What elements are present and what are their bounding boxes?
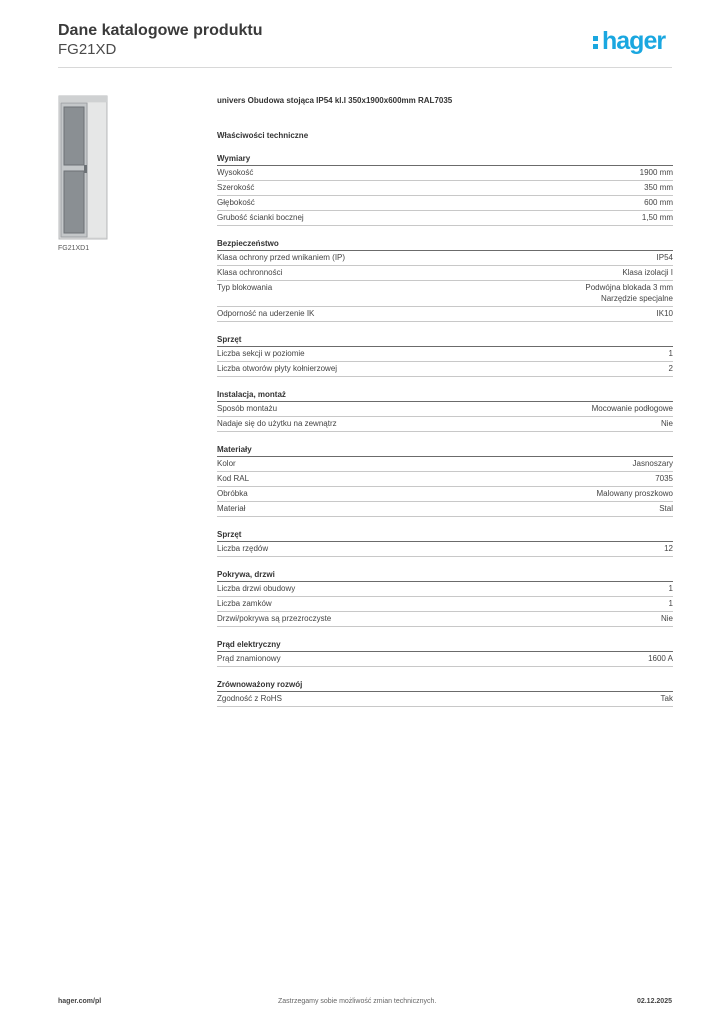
properties-title: Właściwości techniczne	[217, 131, 309, 140]
hager-logo	[592, 26, 665, 56]
logo-text: hager	[602, 27, 666, 55]
section-title: Pokrywa, drzwi	[217, 569, 673, 582]
table-row	[217, 457, 673, 472]
section-title: Instalacja, montaż	[217, 389, 673, 402]
row-label: Obróbka	[217, 489, 248, 498]
row-label: Kolor	[217, 459, 236, 468]
row-label: Prąd znamionowy	[217, 654, 281, 663]
row-label: Typ blokowania	[217, 283, 273, 292]
row-value: 600 mm	[644, 198, 673, 207]
section-title: Materiały	[217, 444, 673, 457]
row-label: Liczba otworów płyty kołnierzowej	[217, 364, 338, 373]
row-value: 1	[668, 349, 673, 358]
table-row	[217, 166, 673, 181]
product-description: univers Obudowa stojąca IP54 kl.I 350x1900x600mm RAL7035	[217, 96, 453, 105]
table-row	[217, 196, 673, 211]
row-label: Odporność na uderzenie IK	[217, 309, 315, 318]
table-row	[217, 251, 673, 266]
row-label: Szerokość	[217, 183, 255, 192]
row-value: Stal	[659, 504, 673, 513]
section-title: Sprzęt	[217, 334, 673, 347]
row-label: Sposób montażu	[217, 404, 278, 413]
row-value: 2	[668, 364, 673, 373]
row-label: Drzwi/pokrywa są przezroczyste	[217, 614, 332, 623]
row-value: 1	[668, 584, 673, 593]
footer-date: 02.12.2025	[636, 998, 672, 1005]
table-row	[217, 417, 673, 432]
row-label: Liczba zamków	[217, 599, 272, 608]
section-title: Zrównoważony rozwój	[217, 679, 673, 692]
row-value: 1	[668, 599, 673, 608]
row-label: Głębokość	[217, 198, 255, 207]
section-title: Sprzęt	[217, 529, 673, 542]
row-value: Klasa izolacji I	[622, 268, 673, 277]
row-label: Liczba sekcji w poziomie	[217, 349, 305, 358]
section-materialy	[217, 444, 673, 517]
logo-mark-icon	[592, 30, 600, 52]
row-value: Jasnoszary	[632, 459, 673, 468]
image-caption: FG21XD1	[58, 245, 90, 252]
footer-website-link[interactable]: hager.com/pl	[58, 998, 102, 1005]
table-row	[217, 502, 673, 517]
section-title: Prąd elektryczny	[217, 639, 673, 652]
table-row	[217, 281, 673, 307]
footer-disclaimer: Zastrzegamy sobie możliwość zmian technicznych.	[278, 998, 437, 1005]
section-wymiary	[217, 153, 673, 226]
section-title: Wymiary	[217, 153, 673, 166]
table-row	[217, 652, 673, 667]
header-divider	[58, 67, 672, 68]
row-label: Nadaje się do użytku na zewnątrz	[217, 419, 337, 428]
row-label: Liczba drzwi obudowy	[217, 584, 296, 593]
table-row	[217, 582, 673, 597]
table-row	[217, 487, 673, 502]
table-row	[217, 211, 673, 226]
row-label: Liczba rzędów	[217, 544, 269, 553]
table-row	[217, 472, 673, 487]
row-value: IK10	[656, 309, 673, 318]
document-header	[58, 21, 262, 59]
row-label: Kod RAL	[217, 474, 250, 483]
table-row	[217, 266, 673, 281]
section-prad-elektryczny	[217, 639, 673, 667]
page-title: Dane katalogowe produktu	[58, 22, 263, 39]
row-label: Wysokość	[217, 168, 254, 177]
row-value: Tak	[660, 694, 673, 703]
table-row	[217, 307, 673, 322]
row-value: Nie	[660, 419, 673, 428]
row-value: 12	[664, 544, 673, 553]
row-value: 1600 A	[648, 654, 673, 663]
product-code: FG21XD	[58, 41, 117, 58]
row-value: Podwójna blokada 3 mm Narzędzie specjalne	[585, 283, 673, 303]
table-row	[217, 347, 673, 362]
section-instalacja	[217, 389, 673, 432]
table-row	[217, 612, 673, 627]
row-label: Grubość ścianki bocznej	[217, 213, 304, 222]
row-value: 350 mm	[644, 183, 673, 192]
row-value: Mocowanie podłogowe	[591, 404, 673, 413]
table-row	[217, 181, 673, 196]
row-label: Klasa ochronności	[217, 268, 283, 277]
row-value: IP54	[656, 253, 673, 262]
table-row	[217, 692, 673, 707]
section-zrownowazony-rozwoj	[217, 679, 673, 707]
section-title: Bezpieczeństwo	[217, 238, 673, 251]
table-row	[217, 542, 673, 557]
section-sprzet-2	[217, 529, 673, 557]
row-value: Malowany proszkowo	[596, 489, 673, 498]
row-value: 1900 mm	[639, 168, 673, 177]
section-sprzet	[217, 334, 673, 377]
row-label: Materiał	[217, 504, 246, 513]
row-value: Nie	[660, 614, 673, 623]
row-value: 1,50 mm	[641, 213, 673, 222]
row-label: Zgodność z RoHS	[217, 694, 282, 703]
table-row	[217, 597, 673, 612]
product-content	[217, 95, 673, 707]
table-row	[217, 362, 673, 377]
section-bezpieczenstwo	[217, 238, 673, 322]
section-pokrywa-drzwi	[217, 569, 673, 627]
row-value: 7035	[655, 474, 673, 483]
table-row	[217, 402, 673, 417]
product-image	[58, 95, 108, 240]
row-label: Klasa ochrony przed wnikaniem (IP)	[217, 253, 346, 262]
